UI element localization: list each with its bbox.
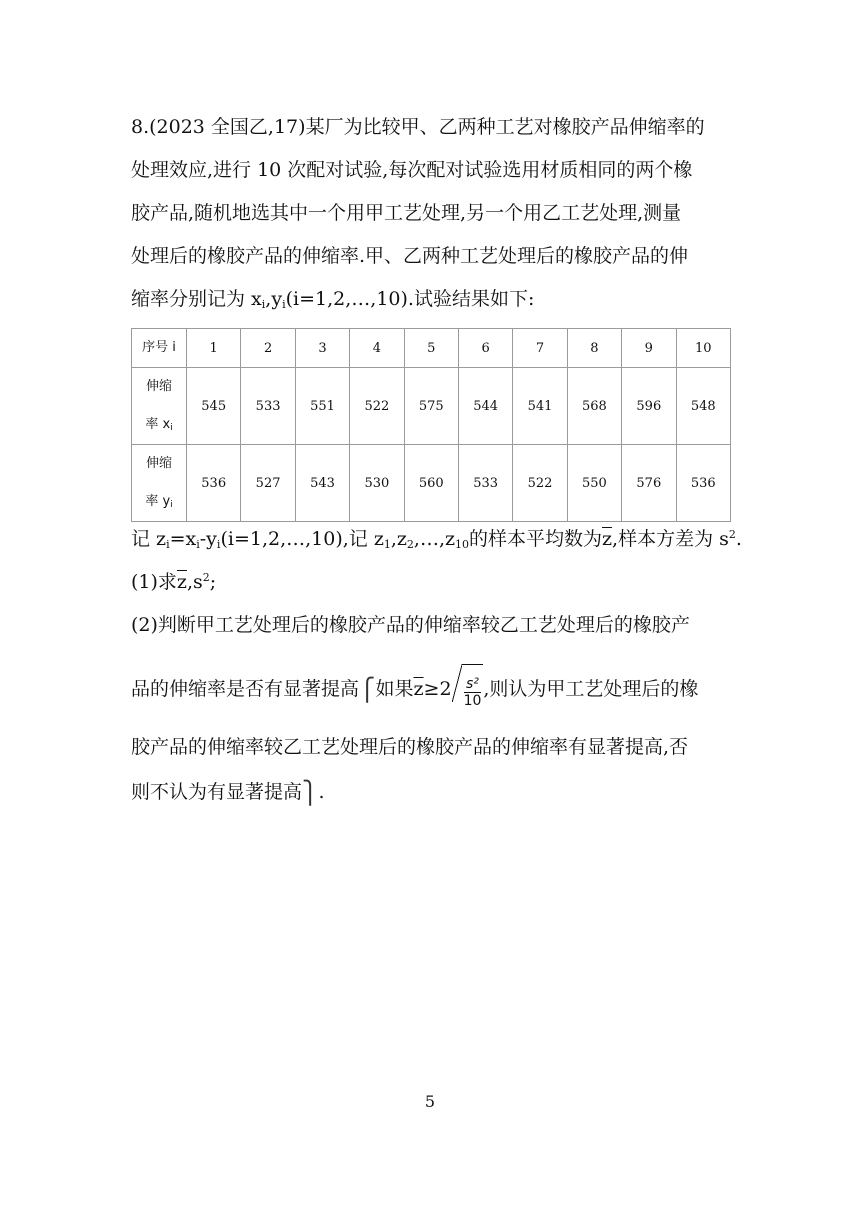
label-text: 伸缩	[145, 379, 172, 394]
text: (1)求	[131, 571, 177, 593]
question-2-line: (2)判断甲工艺处理后的橡胶产品的伸缩率较乙工艺处理后的橡胶产	[131, 614, 690, 636]
superscript: 2	[728, 528, 736, 541]
page-number: 5	[424, 1092, 436, 1111]
superscript: 2	[202, 571, 210, 584]
question-2-cont	[131, 664, 751, 716]
text: ;	[209, 571, 217, 593]
text: 如果	[375, 678, 414, 700]
results-table	[131, 328, 731, 522]
subscript: i	[196, 538, 200, 551]
x-value-cell: 533	[241, 368, 295, 445]
label-text: 率 x	[145, 417, 171, 432]
problem-intro	[131, 106, 751, 321]
index-cell: 2	[241, 329, 295, 368]
y-value-cell: 543	[295, 445, 349, 522]
header-cell: 序号 i	[132, 329, 187, 368]
x-value-cell: 548	[676, 368, 730, 445]
x-value-cell: 541	[513, 368, 567, 445]
index-cell: 4	[350, 329, 404, 368]
intro-line-last	[131, 278, 751, 321]
z-bar-symbol: $\overline{z}$	[602, 528, 613, 550]
definition-line	[131, 518, 751, 561]
question-2-line	[131, 664, 751, 716]
index-cell: 7	[513, 329, 567, 368]
label-text: 率 y	[145, 494, 171, 509]
index-cell: 6	[458, 329, 512, 368]
text: 记 z	[131, 528, 167, 550]
index-cell: 3	[295, 329, 349, 368]
subscript: i	[170, 500, 173, 510]
index-cell: 1	[187, 329, 241, 368]
index-cell: 10	[676, 329, 730, 368]
x-value-cell: 551	[295, 368, 349, 445]
question-1	[131, 561, 751, 604]
question-2-line: 胶产品的伸缩率较乙工艺处理后的橡胶产品的伸缩率有显著提高,否	[131, 736, 689, 758]
subscript: 1	[383, 538, 391, 551]
definitions	[131, 518, 751, 647]
text: ,s	[186, 571, 203, 593]
left-brace: ⎧	[359, 678, 376, 703]
text: -y	[199, 528, 217, 550]
text: 缩率分别记为 x	[131, 288, 262, 310]
text: ≥2	[423, 678, 452, 700]
question-2-end	[131, 725, 751, 816]
text: ,y	[265, 288, 283, 310]
y-value-cell: 536	[187, 445, 241, 522]
intro-line: 8.(2023 全国乙,17)某厂为比较甲、乙两种工艺对橡胶产品伸缩率的	[131, 116, 705, 138]
x-value-cell: 575	[404, 368, 458, 445]
y-value-cell: 527	[241, 445, 295, 522]
subscript: i	[170, 423, 173, 433]
y-value-cell: 576	[622, 445, 676, 522]
y-value-cell: 530	[350, 445, 404, 522]
x-value-cell: 544	[458, 368, 512, 445]
y-value-cell: 522	[513, 445, 567, 522]
intro-line: 处理效应,进行 10 次配对试验,每次配对试验选用材质相同的两个橡	[131, 159, 693, 181]
question-2-line	[131, 770, 751, 816]
z-bar-symbol: $\overline{z}$	[413, 678, 424, 700]
subscript: 2	[406, 538, 414, 551]
text: =x	[169, 528, 197, 550]
square-root	[452, 664, 484, 716]
subscript: i	[282, 298, 286, 311]
x-value-cell: 545	[187, 368, 241, 445]
x-value-cell: 568	[567, 368, 621, 445]
subscript: i	[261, 298, 266, 311]
text: ,z	[390, 528, 407, 550]
subscript: i	[166, 538, 170, 551]
x-value-cell: 522	[350, 368, 404, 445]
table-row-y	[132, 445, 731, 522]
fraction-numerator: s²	[464, 676, 482, 693]
text: 则不认为有显著提高	[131, 781, 303, 803]
intro-line: 胶产品,随机地选其中一个用甲工艺处理,另一个用乙工艺处理,测量	[131, 202, 682, 224]
label-text: 伸缩	[145, 456, 172, 471]
subscript: i	[216, 538, 221, 551]
text: ,则认为甲工艺处理后的橡	[483, 678, 699, 700]
y-value-cell: 550	[567, 445, 621, 522]
text: 的样本平均数为	[469, 528, 603, 550]
index-cell: 5	[404, 329, 458, 368]
fraction	[464, 676, 482, 709]
fraction-denominator: 10	[463, 692, 482, 709]
y-value-cell: 533	[458, 445, 512, 522]
subscript: 10	[455, 538, 469, 551]
x-value-cell: 596	[622, 368, 676, 445]
text: ,样本方差为 s	[612, 528, 729, 550]
text: ,…,z	[413, 528, 455, 550]
text: (i=1,2,…,10).试验结果如下:	[285, 288, 535, 310]
text: 品的伸缩率是否有显著提高	[131, 678, 360, 700]
index-cell: 9	[622, 329, 676, 368]
index-cell: 8	[567, 329, 621, 368]
y-value-cell: 560	[404, 445, 458, 522]
text: .	[318, 781, 325, 803]
text: .	[735, 528, 742, 550]
text: (i=1,2,…,10),记 z	[220, 528, 384, 550]
intro-line: 处理后的橡胶产品的伸缩率.甲、乙两种工艺处理后的橡胶产品的伸	[131, 245, 689, 267]
table-row-index	[132, 329, 731, 368]
right-brace: ⎫	[302, 781, 319, 806]
y-value-cell: 536	[676, 445, 730, 522]
z-bar-symbol: $\overline{z}$	[176, 571, 187, 593]
row-label-x	[132, 368, 187, 445]
row-label-y	[132, 445, 187, 522]
table-row-x	[132, 368, 731, 445]
